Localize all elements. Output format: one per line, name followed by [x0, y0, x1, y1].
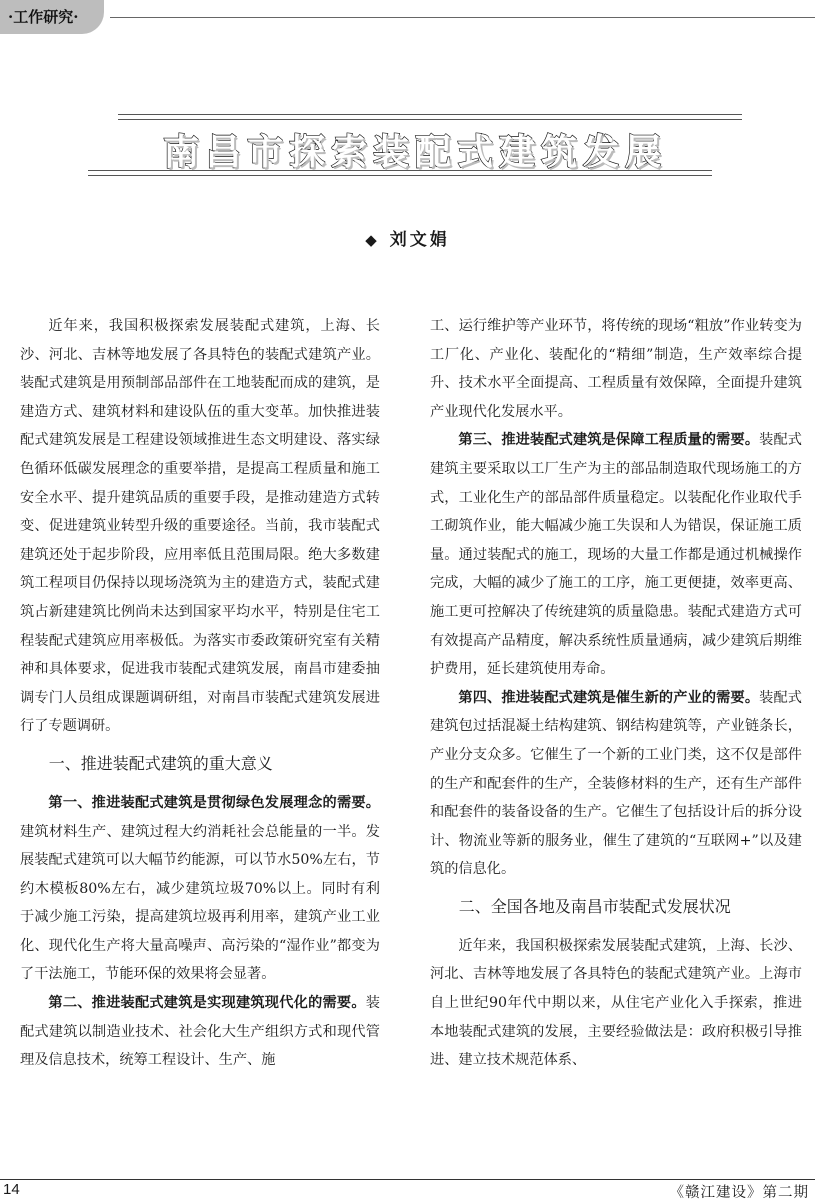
author-line	[0, 225, 815, 250]
paragraph-point-4	[430, 684, 802, 884]
journal-name: 《赣江建设》第二期	[669, 1185, 809, 1201]
point-3-lead: 第三、推进装配式建筑是保障工程质量的需要。	[458, 432, 760, 449]
section-tag	[0, 0, 104, 34]
point-4-text: 装配式建筑包过括混凝土结构建筑、钢结构建筑等，产业链条长，产业分支众多。它催生了一个新的工业门类，这不仅是部件的生产和配套件的生产，全装修材料的生产，还有生产部件和配套件的装备设备的生产。它催生了包括设计后的拆分设计、物流业等新的服务业，催生了建筑的“互联网+”以及建筑的信息化。	[430, 689, 802, 878]
title-rule	[88, 175, 712, 176]
paragraph-point-2	[20, 989, 380, 1075]
paragraph-intro: 近年来，我国积极探索发展装配式建筑，上海、长沙、河北、吉林等地发展了各具特色的装配式建筑产业。装配式建筑是用预制部品部件在工地装配而成的建筑，是建造方式、建筑材料和建设队伍的重大变革。加快推进装配式建筑发展是工程建设领域推进生态文明建设、落实绿色循环低碳发展理念的重要举措，是提高工程质量和施工安全水平、提升建筑品质的重要手段，是推动建造方式转变、促进建筑业转型升级的重要途径。当前，我市装配式建筑还处于起步阶段，应用率低且范围局限。绝大多数建筑工程项目仍保持以现场浇筑为主的建造方式，装配式建筑占新建建筑比例尚未达到国家平均水平，特别是住宅工程装配式建筑应用率极低。为落实市委政策研究室有关精神和具体要求，促进我市装配式建筑发展，南昌市建委抽调专门人员组成课题调研组，对南昌市装配式建筑发展进行了专题调研。	[20, 318, 380, 735]
title-rule	[118, 114, 742, 115]
diamond-icon: ◆	[365, 231, 380, 249]
point-4-lead: 第四、推进装配式建筑是催生新的产业的需要。	[458, 689, 760, 706]
right-column	[430, 312, 802, 1075]
section-heading-1: 一、推进装配式建筑的重大意义	[48, 753, 273, 773]
point-1-lead: 第一、推进装配式建筑是贯彻绿色发展理念的需要。	[48, 794, 380, 811]
paragraph-point-1	[20, 789, 380, 989]
paragraph-status: 近年来，我国积极探索发展装配式建筑，上海、长沙、河北、吉林等地发展了各具特色的装配式建筑产业。上海市自上世纪90年代中期以来，从住宅产业化入手探索，推进本地装配式建筑的发展，主要经验做法是：政府积极引导推进、建立技术规范体系、	[430, 937, 802, 1069]
point-3-text: 装配式建筑主要采取以工厂生产为主的部品制造取代现场施工的方式，工业化生产的部品部件质量稳定。以装配化作业取代手工砌筑作业，能大幅减少施工失误和人为错误，保证施工质量。通过装配式的施工，现场的大量工作都是通过机械操作完成，大幅的减少了施工的工序，施工更便捷，效率更高、施工更可控解决了传统建筑的质量隐患。装配式建造方式可有效提高产品精度，解决系统性质量通病，减少建筑后期维护费用，延长建筑使用寿命。	[430, 432, 802, 678]
page-number: 14	[3, 1181, 20, 1198]
title-rule	[118, 119, 742, 120]
paragraph-point-2-continued: 工、运行维护等产业环节，将传统的现场“粗放”作业转变为工厂化、产业化、装配化的“精细”制造，生产效率综合提升、技术水平全面提高、工程质量有效保障，全面提升建筑产业现代化发展水平。	[430, 318, 802, 420]
author-name: 刘文娟	[389, 230, 450, 250]
footer-rule	[0, 1179, 815, 1180]
point-2-lead: 第二、推进装配式建筑是实现建筑现代化的需要。	[48, 995, 366, 1012]
left-column	[20, 312, 380, 1075]
paragraph-point-3	[430, 426, 802, 683]
point-1-text: 建筑材料生产、建筑过程大约消耗社会总能量的一半。发展装配式建筑可以大幅节约能源，可以节水50%左右，节约木模板80%左右，减少建筑垃圾70%以上。同时有利于减少施工污染，提高建筑垃圾再利用率，建筑产业工业化、现代化生产将大量高噪声、高污染的“湿作业”都变为了干法施工，节能环保的效果将会显著。	[20, 823, 380, 983]
point-2-text: 装配式建筑以制造业技术、社会化大生产组织方式和现代管理及信息技术，统筹工程设计、生产、施	[20, 995, 380, 1069]
section-tag-label: ·工作研究·	[8, 8, 79, 26]
title-band	[88, 114, 742, 176]
header-rule	[110, 17, 815, 18]
article-title: 南昌市探索装配式建筑发展	[162, 132, 667, 173]
section-heading-2: 二、全国各地及南昌市装配式发展状况	[458, 896, 731, 916]
